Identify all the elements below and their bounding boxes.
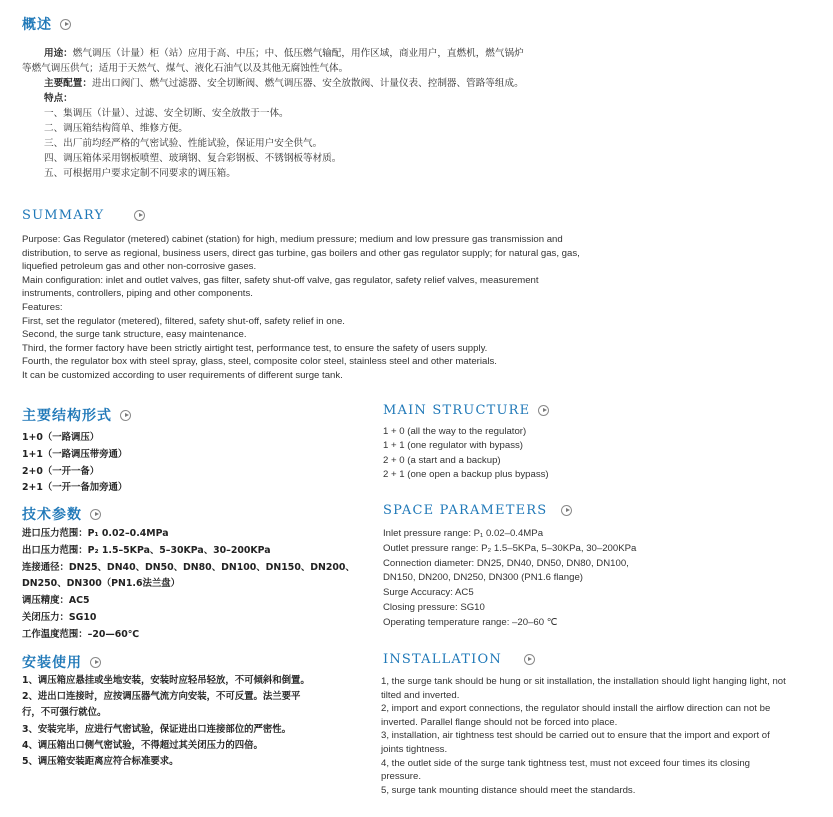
- install-cn-list: [22, 673, 310, 770]
- list-item: 4, the outlet side of the surge tank tightness test, must not exceed four times its closing: [381, 757, 751, 769]
- list-item: 1、调压箱应悬挂或坐地安装，安装时应轻吊轻放，不可倾斜和倒置。: [22, 675, 310, 686]
- summary-title: SUMMARY: [22, 208, 145, 223]
- list-item: Operating temperature range: –20–60 ℃: [383, 616, 558, 628]
- feature-item: 一、集调压（计量）、过滤、安全切断、安全放散于一体。: [44, 108, 289, 119]
- feature-item: 五、可根据用户要求定制不同要求的调压箱。: [44, 168, 236, 179]
- list-item: Surge Accuracy: AC5: [383, 587, 474, 599]
- list-item: 5、调压箱安装距离应符合标准要求。: [22, 756, 179, 768]
- list-item: 3, installation, air tightness test should be carried out to ensure that the import and export of: [381, 730, 770, 742]
- install-en-list: [381, 675, 786, 797]
- list-item: 工作温度范围：–20—60℃: [22, 628, 140, 640]
- main-structure-cn-list: [22, 430, 127, 497]
- params-en-list: [383, 527, 636, 631]
- list-item: 调压精度：AC5: [22, 595, 90, 607]
- play-icon: [524, 654, 535, 665]
- params-cn-list: [22, 526, 355, 644]
- play-icon: [60, 19, 71, 30]
- install-cn-title: 安装使用: [22, 652, 101, 672]
- list-item: 连接通径：DN25、DN40、DN50、DN80、DN100、DN150、DN200、: [22, 561, 355, 573]
- overview-body: 用途：燃气调压（计量）柜（站）应用于高、中压；中、低压燃气输配，用作区域，商业用户，直燃机，燃气锅炉 等燃气调压供气；适用于天然气、煤气、液化石油气以及其他无腐蚀性气体。 主要配置：进出口阀门、燃气过滤器、安全切断阀、燃气调压器、安全放散阀、计量仪表、控制器、管路等组成。 特点： 一、集调压（计量）、过滤、安全切断、安全放散于一体。 二、调压箱结构简单、维修方便。 三、出厂前均经严格的气密试验、性能试验，保证用户安全供气。 四、调压箱体采用钢板喷塑、玻璃钢、复合彩钢板、不锈钢板等材质。 五、可根据用户要求定制不同要求的调压箱。: [22, 48, 524, 179]
- list-item: 1+0（一路调压）: [22, 432, 100, 443]
- list-item: 4、调压箱出口侧气密试验，不得超过其关闭压力的四倍。: [22, 739, 263, 751]
- play-icon: [134, 210, 145, 221]
- list-item: 2+1（一开一备加旁通）: [22, 482, 128, 494]
- feature-item: 二、调压箱结构简单、维修方便。: [44, 123, 188, 134]
- play-icon: [90, 509, 101, 520]
- list-item: 3、安装完毕，应进行气密试验，保证进出口连接部位的严密性。: [22, 723, 292, 735]
- list-item: 2 + 1 (one open a backup plus bypass): [383, 469, 549, 481]
- summary-body: Purpose: Gas Regulator (metered) cabinet (station) for high, medium pressure; medium and low pressure gas transmission and distribution, to serve as regional, business users, direct gas turbine, gas boilers and other gas regulator supply; for natural gas, gas, liquefied petroleum gas and other non-corrosive gases. Main configuration: inlet and outlet valves, gas filter, safety shut-off valve, gas regulator, safety relief valves, measurement instruments, controllers, piping and other components. Features: First, set the regulator (metered), filtered, safety shut-off, safety relief in one. Second, the surge tank structure, easy maintenance. Third, the former factory have been strictly airtight test, performance test, to ensure the safety of users supply. Fourth, the regulator box with steel spray, glass, steel, composite color steel, stainless steel and other materials. It can be customized according to user requirements of different surge tank.: [22, 234, 580, 381]
- play-icon: [120, 410, 131, 421]
- list-item: 1+1（一路调压带旁通）: [22, 448, 128, 460]
- overview-title: 概述: [22, 14, 71, 34]
- main-structure-en-list: [383, 425, 549, 483]
- list-item: 行，不可强行就位。: [22, 707, 107, 719]
- play-icon: [561, 505, 572, 516]
- main-structure-cn-title: 主要结构形式: [22, 405, 131, 425]
- list-item: 关闭压力：SG10: [22, 611, 97, 623]
- list-item: 2 + 0 (a start and a backup): [383, 454, 501, 466]
- list-item: inverted. Parallel flange should not be forced into place.: [381, 716, 618, 728]
- list-item: DN250、DN300（PN1.6法兰盘）: [22, 578, 180, 590]
- list-item: 2、进出口连接时，应按调压器气流方向安装，不可反置。法兰要平: [22, 691, 301, 703]
- list-item: Inlet pressure range: P₁ 0.02–0.4MPa: [383, 528, 544, 539]
- params-cn-title: 技术参数: [22, 504, 101, 524]
- list-item: 2+0（一开一备）: [22, 465, 100, 477]
- params-en-title: SPACE PARAMETERS: [383, 503, 572, 518]
- list-item: 5, surge tank mounting distance should meet the standards.: [381, 784, 636, 796]
- list-item: Outlet pressure range: P₂ 1.5–5KPa, 5–30KPa, 30–200KPa: [383, 542, 637, 554]
- list-item: 1 + 0 (all the way to the regulator): [383, 426, 527, 437]
- list-item: 进口压力范围：P₁ 0.02–0.4MPa: [22, 528, 169, 539]
- list-item: pressure.: [381, 771, 421, 783]
- list-item: DN150, DN200, DN250, DN300 (PN1.6 flange): [383, 572, 583, 584]
- play-icon: [538, 405, 549, 416]
- list-item: joints tightness.: [381, 743, 448, 755]
- main-structure-en-title: MAIN STRUCTURE: [383, 403, 549, 418]
- list-item: 出口压力范围：P₂ 1.5–5KPa、5–30KPa、30–200KPa: [22, 544, 271, 556]
- list-item: tilted and inverted.: [381, 689, 460, 701]
- list-item: Closing pressure: SG10: [383, 601, 485, 613]
- list-item: Connection diameter: DN25, DN40, DN50, DN80, DN100,: [383, 557, 629, 569]
- list-item: 1 + 1 (one regulator with bypass): [383, 440, 523, 452]
- list-item: 1, the surge tank should be hung or sit installation, the installation should light hanging light, not: [381, 676, 786, 687]
- list-item: 2, import and export connections, the regulator should install the airflow direction can not be: [381, 703, 771, 715]
- play-icon: [90, 657, 101, 668]
- feature-item: 三、出厂前均经严格的气密试验、性能试验，保证用户安全供气。: [44, 138, 323, 149]
- install-en-title: INSTALLATION: [383, 652, 535, 667]
- feature-item: 四、调压箱体采用钢板喷塑、玻璃钢、复合彩钢板、不锈钢板等材质。: [44, 153, 342, 164]
